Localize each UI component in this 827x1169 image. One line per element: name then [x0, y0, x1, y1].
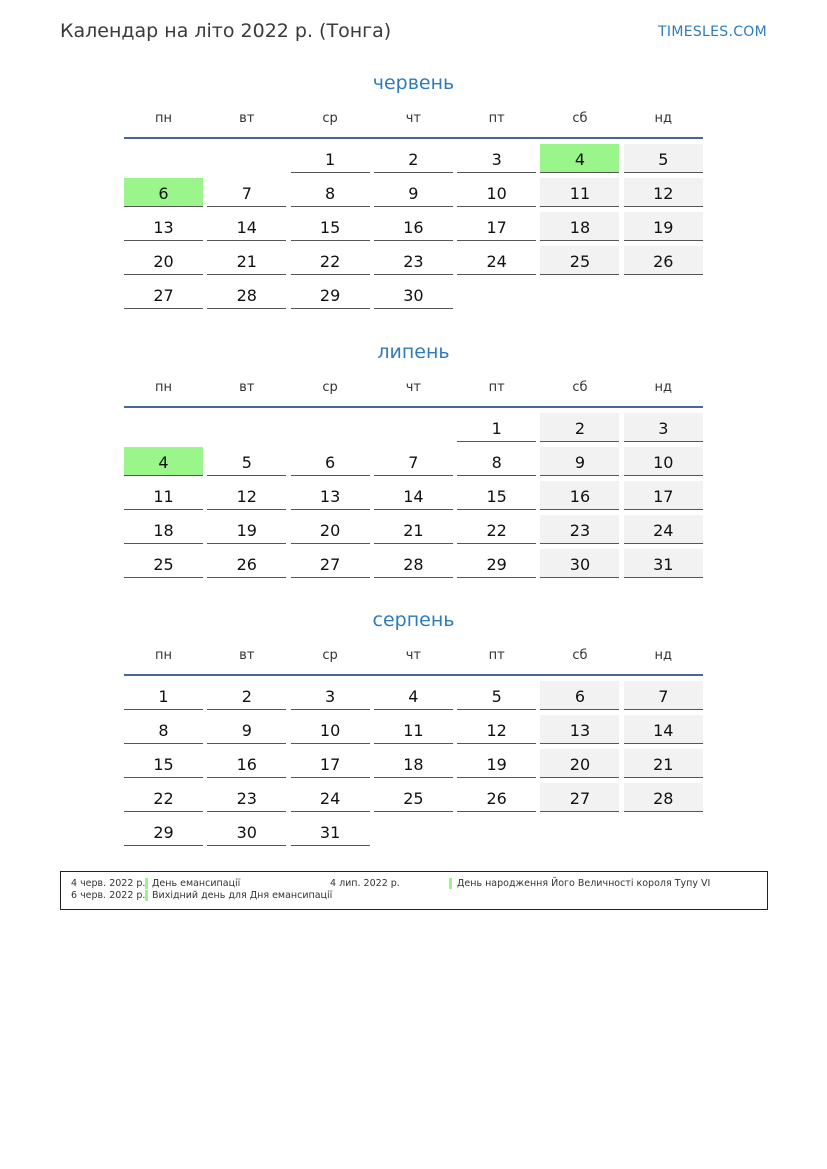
month-title: липень: [377, 341, 450, 363]
month-july: [124, 339, 703, 578]
weekend-day-cell: 6: [540, 681, 619, 710]
day-cell: 29: [124, 817, 203, 846]
weekend-day-cell: 31: [624, 549, 703, 578]
day-cell: 24: [457, 246, 536, 275]
day-cell: 21: [374, 515, 453, 544]
weekend-day-cell: 14: [624, 715, 703, 744]
holiday-color-swatch: [145, 890, 148, 901]
day-cell: 28: [374, 549, 453, 578]
day-cell: 20: [291, 515, 370, 544]
legend-holiday-name: День емансипації: [152, 878, 241, 889]
day-cell: 8: [291, 178, 370, 207]
days-grid: [124, 413, 703, 578]
empty-cell: [207, 144, 286, 173]
weekday-label: пт: [488, 648, 505, 663]
day-cell: 22: [457, 515, 536, 544]
holiday-day-cell: 4: [124, 447, 203, 476]
weekday-label: нд: [654, 111, 673, 126]
legend-date: 4 черв. 2022 р.: [71, 878, 146, 889]
empty-cell: [207, 413, 286, 442]
day-cell: 10: [457, 178, 536, 207]
weekday-divider: [124, 674, 703, 676]
weekend-day-cell: 26: [624, 246, 703, 275]
weekday-label: чт: [405, 380, 422, 395]
day-cell: 22: [291, 246, 370, 275]
weekday-label: пн: [155, 380, 172, 395]
month-title: червень: [372, 72, 455, 94]
month-title: серпень: [372, 609, 455, 631]
weekend-day-cell: 12: [624, 178, 703, 207]
day-cell: 15: [457, 481, 536, 510]
weekend-day-cell: 19: [624, 212, 703, 241]
day-cell: 23: [374, 246, 453, 275]
day-cell: 9: [207, 715, 286, 744]
empty-cell: [124, 413, 203, 442]
weekend-day-cell: 11: [540, 178, 619, 207]
holiday-legend: [60, 871, 768, 910]
day-cell: 27: [124, 280, 203, 309]
day-cell: 6: [291, 447, 370, 476]
weekday-label: пт: [488, 111, 505, 126]
day-cell: 18: [374, 749, 453, 778]
days-grid: [124, 681, 703, 846]
holiday-day-cell: 4: [540, 144, 619, 173]
empty-cell: [291, 413, 370, 442]
weekday-label: сб: [572, 648, 588, 663]
weekday-divider: [124, 406, 703, 408]
legend-holiday-name: День народження Його Величності короля Тупу VI: [457, 878, 711, 889]
holiday-color-swatch: [449, 878, 452, 889]
day-cell: 2: [207, 681, 286, 710]
holiday-color-swatch: [145, 878, 148, 889]
day-cell: 16: [374, 212, 453, 241]
day-cell: 29: [291, 280, 370, 309]
day-cell: 28: [207, 280, 286, 309]
weekend-day-cell: 23: [540, 515, 619, 544]
weekday-label: чт: [405, 111, 422, 126]
day-cell: 3: [457, 144, 536, 173]
empty-cell: [124, 144, 203, 173]
weekend-day-cell: 3: [624, 413, 703, 442]
weekday-label: сб: [572, 111, 588, 126]
day-cell: 8: [457, 447, 536, 476]
weekend-day-cell: 16: [540, 481, 619, 510]
day-cell: 17: [291, 749, 370, 778]
day-cell: 26: [457, 783, 536, 812]
empty-cell: [374, 413, 453, 442]
day-cell: 16: [207, 749, 286, 778]
day-cell: 11: [124, 481, 203, 510]
day-cell: 12: [207, 481, 286, 510]
day-cell: 25: [374, 783, 453, 812]
day-cell: 14: [207, 212, 286, 241]
weekday-label: вт: [239, 380, 255, 395]
day-cell: 3: [291, 681, 370, 710]
month-june: [124, 70, 703, 309]
weekday-header: [124, 377, 703, 399]
holiday-day-cell: 6: [124, 178, 203, 207]
day-cell: 24: [291, 783, 370, 812]
day-cell: 12: [457, 715, 536, 744]
day-cell: 20: [124, 246, 203, 275]
weekend-day-cell: 21: [624, 749, 703, 778]
weekend-day-cell: 28: [624, 783, 703, 812]
weekday-label: ср: [322, 380, 338, 395]
weekend-day-cell: 18: [540, 212, 619, 241]
day-cell: 5: [207, 447, 286, 476]
day-cell: 15: [291, 212, 370, 241]
weekday-header: [124, 645, 703, 667]
weekday-divider: [124, 137, 703, 139]
weekend-day-cell: 5: [624, 144, 703, 173]
day-cell: 10: [291, 715, 370, 744]
weekday-label: сб: [572, 380, 588, 395]
day-cell: 17: [457, 212, 536, 241]
weekend-day-cell: 30: [540, 549, 619, 578]
day-cell: 22: [124, 783, 203, 812]
day-cell: 19: [457, 749, 536, 778]
day-cell: 30: [374, 280, 453, 309]
day-cell: 18: [124, 515, 203, 544]
day-cell: 1: [124, 681, 203, 710]
days-grid: [124, 144, 703, 309]
weekend-day-cell: 27: [540, 783, 619, 812]
weekday-label: вт: [239, 648, 255, 663]
weekday-label: пт: [488, 380, 505, 395]
page-title: Календар на літо 2022 р. (Тонга): [60, 20, 392, 42]
day-cell: 4: [374, 681, 453, 710]
day-cell: 11: [374, 715, 453, 744]
day-cell: 13: [124, 212, 203, 241]
day-cell: 21: [207, 246, 286, 275]
weekday-label: вт: [239, 111, 255, 126]
legend-date: 4 лип. 2022 р.: [330, 878, 400, 889]
weekend-day-cell: 9: [540, 447, 619, 476]
day-cell: 13: [291, 481, 370, 510]
weekend-day-cell: 17: [624, 481, 703, 510]
weekday-label: чт: [405, 648, 422, 663]
day-cell: 9: [374, 178, 453, 207]
weekend-day-cell: 13: [540, 715, 619, 744]
weekday-label: ср: [322, 111, 338, 126]
weekday-label: ср: [322, 648, 338, 663]
weekend-day-cell: 20: [540, 749, 619, 778]
weekend-day-cell: 24: [624, 515, 703, 544]
day-cell: 1: [291, 144, 370, 173]
day-cell: 5: [457, 681, 536, 710]
day-cell: 8: [124, 715, 203, 744]
legend-holiday-name: Вихідний день для Дня емансипації: [152, 890, 333, 901]
day-cell: 7: [374, 447, 453, 476]
legend-date: 6 черв. 2022 р.: [71, 890, 146, 901]
weekday-header: [124, 108, 703, 130]
weekday-label: пн: [155, 648, 172, 663]
weekday-label: пн: [155, 111, 172, 126]
day-cell: 1: [457, 413, 536, 442]
weekday-label: нд: [654, 648, 673, 663]
month-august: [124, 607, 703, 846]
weekend-day-cell: 7: [624, 681, 703, 710]
weekday-label: нд: [654, 380, 673, 395]
day-cell: 25: [124, 549, 203, 578]
day-cell: 2: [374, 144, 453, 173]
day-cell: 7: [207, 178, 286, 207]
weekend-day-cell: 2: [540, 413, 619, 442]
day-cell: 29: [457, 549, 536, 578]
day-cell: 19: [207, 515, 286, 544]
brand-link[interactable]: TIMESLES.COM: [658, 24, 767, 40]
day-cell: 15: [124, 749, 203, 778]
day-cell: 31: [291, 817, 370, 846]
weekend-day-cell: 10: [624, 447, 703, 476]
day-cell: 30: [207, 817, 286, 846]
day-cell: 23: [207, 783, 286, 812]
weekend-day-cell: 25: [540, 246, 619, 275]
day-cell: 14: [374, 481, 453, 510]
day-cell: 27: [291, 549, 370, 578]
day-cell: 26: [207, 549, 286, 578]
